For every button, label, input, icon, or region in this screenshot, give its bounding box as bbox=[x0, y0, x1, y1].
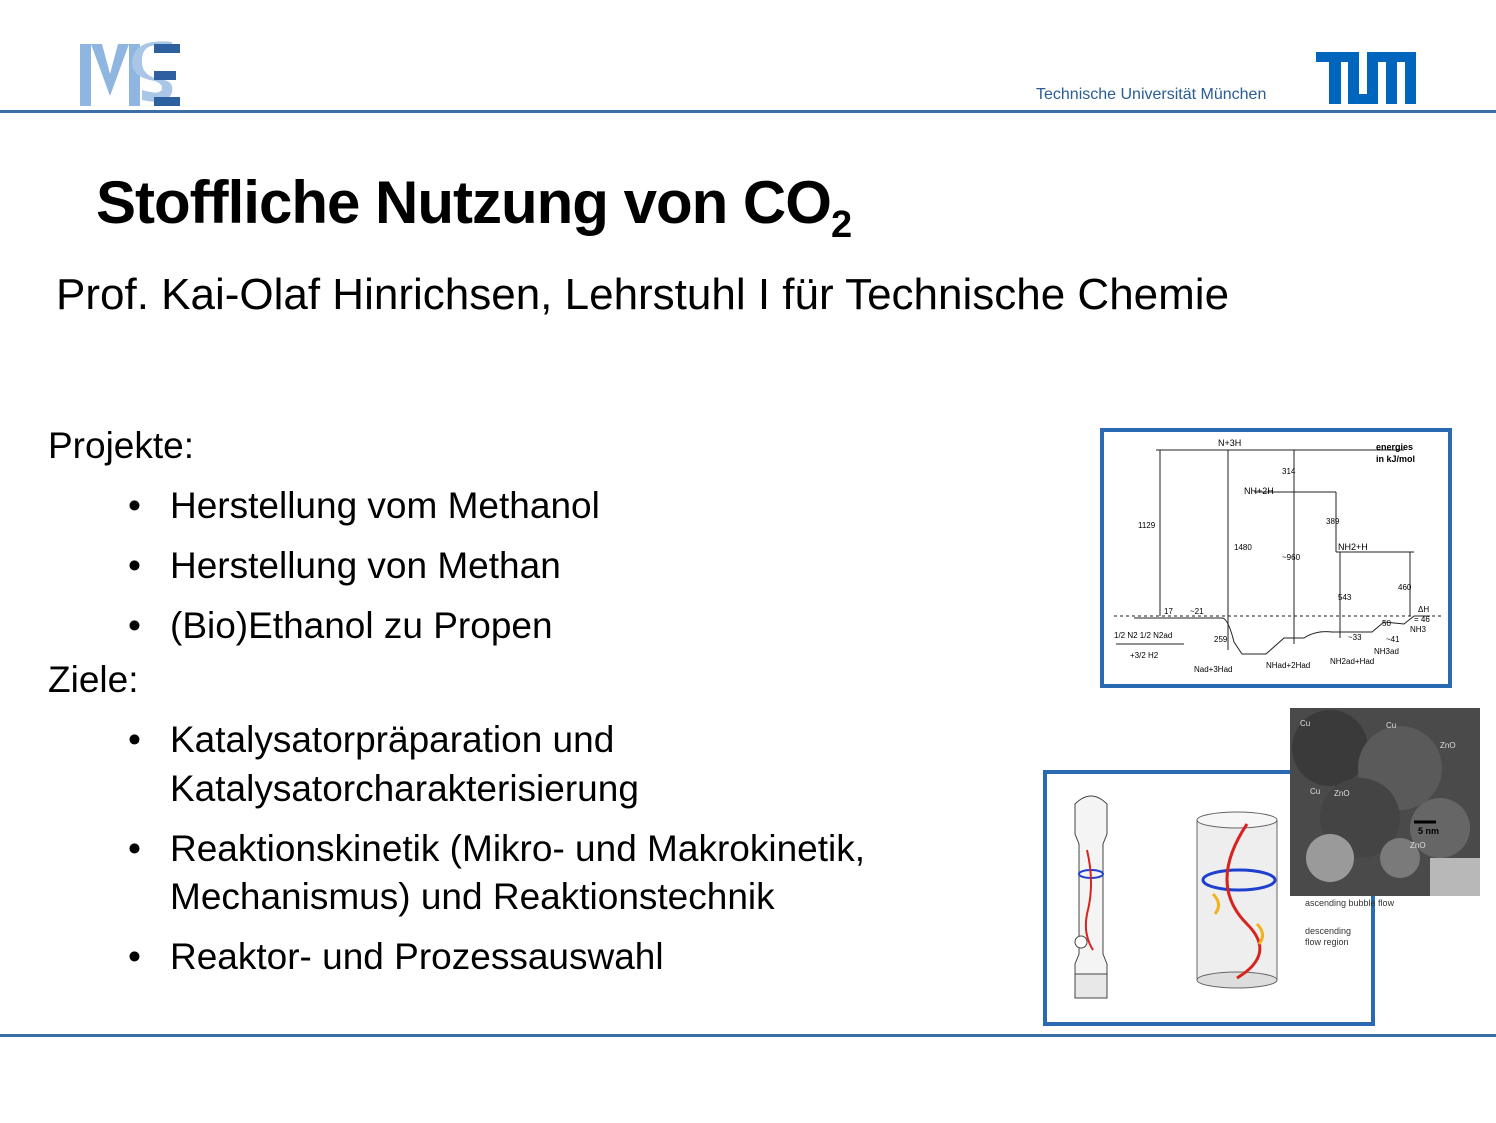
svg-text:Cu: Cu bbox=[1386, 721, 1397, 730]
list-item: • Reaktionskinetik (Mikro- und Makrokinetik, Mechanismus) und Reaktionstechnik bbox=[48, 825, 1020, 921]
energy-diagram bbox=[1104, 432, 1448, 684]
micrograph-scale-bar: 5 nm bbox=[1418, 826, 1440, 836]
energy-top-label: N+3H bbox=[1218, 438, 1242, 448]
bullet-icon: • bbox=[128, 485, 141, 527]
page-title: Stoffliche Nutzung von $CO_2$ bbox=[96, 169, 852, 246]
university-name: Technische Universität München bbox=[1036, 86, 1267, 103]
energy-diagram-figure bbox=[1100, 428, 1452, 688]
svg-text:~41: ~41 bbox=[1386, 635, 1400, 644]
tum-logo bbox=[1316, 52, 1416, 104]
svg-text:NH3: NH3 bbox=[1410, 625, 1427, 634]
svg-text:= 46: = 46 bbox=[1414, 615, 1430, 624]
goals-list bbox=[48, 716, 1020, 980]
svg-text:NH+2H: NH+2H bbox=[1244, 486, 1274, 496]
svg-text:543: 543 bbox=[1338, 593, 1352, 602]
bullet-icon: • bbox=[128, 605, 141, 647]
bullet-icon: • bbox=[128, 719, 141, 761]
reactor-label-descending-2: flow region bbox=[1305, 937, 1349, 947]
svg-text:460: 460 bbox=[1398, 583, 1412, 592]
svg-text:NH2+H: NH2+H bbox=[1338, 542, 1368, 552]
list-item: • (Bio)Ethanol zu Propen bbox=[48, 602, 1020, 650]
energy-legend-1: energies bbox=[1376, 442, 1414, 452]
reactor-label-ascending: ascending bubble flow bbox=[1305, 898, 1395, 908]
svg-text:Cu: Cu bbox=[1300, 719, 1311, 728]
svg-text:NH3ad: NH3ad bbox=[1374, 647, 1399, 656]
svg-text:50: 50 bbox=[1382, 619, 1391, 628]
energy-legend-2: in kJ/mol bbox=[1376, 454, 1416, 464]
section-heading-goals: Ziele: bbox=[48, 659, 139, 701]
footer-rule bbox=[0, 1034, 1496, 1037]
svg-text:ZnO: ZnO bbox=[1334, 789, 1350, 798]
svg-text:314: 314 bbox=[1282, 467, 1296, 476]
svg-text:NH2ad+Had: NH2ad+Had bbox=[1330, 657, 1375, 666]
svg-text:~21: ~21 bbox=[1190, 607, 1204, 616]
svg-text:~33: ~33 bbox=[1348, 633, 1362, 642]
section-heading-projects: Projekte: bbox=[48, 425, 195, 466]
svg-text:259: 259 bbox=[1214, 635, 1228, 644]
tem-micrograph bbox=[1290, 708, 1480, 896]
svg-text:17: 17 bbox=[1164, 607, 1173, 616]
svg-text:ZnO: ZnO bbox=[1410, 841, 1426, 850]
bullet-icon: • bbox=[128, 827, 141, 869]
list-item: • Herstellung vom Methanol bbox=[48, 482, 1020, 530]
bullet-icon: • bbox=[128, 545, 141, 587]
reactor-label-descending-1: descending bbox=[1305, 926, 1352, 936]
list-item: • Katalysatorpräparation und Katalysatorcharakterisierung bbox=[48, 716, 730, 812]
svg-text:~960: ~960 bbox=[1282, 553, 1301, 562]
svg-text:1480: 1480 bbox=[1234, 543, 1252, 552]
svg-text:Cu: Cu bbox=[1310, 787, 1321, 796]
header-rule bbox=[0, 110, 1496, 113]
content-body bbox=[48, 422, 1020, 981]
svg-text:1129: 1129 bbox=[1138, 521, 1156, 530]
svg-text:1/2 N2 1/2 N2ad: 1/2 N2 1/2 N2ad bbox=[1114, 631, 1173, 640]
page-subtitle: Prof. Kai-Olaf Hinrichsen, Lehrstuhl I für Technische Chemie bbox=[56, 270, 1230, 319]
svg-text:ZnO: ZnO bbox=[1440, 741, 1456, 750]
list-item: • Herstellung von Methan bbox=[48, 542, 1020, 590]
svg-text:+3/2 H2: +3/2 H2 bbox=[1130, 651, 1159, 660]
svg-text:NHad+2Had: NHad+2Had bbox=[1266, 661, 1311, 670]
svg-text:389: 389 bbox=[1326, 517, 1340, 526]
mse-logo bbox=[80, 44, 180, 106]
list-item: • Reaktor- und Prozessauswahl bbox=[48, 933, 1020, 981]
svg-text:ΔH: ΔH bbox=[1418, 605, 1430, 614]
projects-list bbox=[48, 482, 1020, 650]
svg-text:Nad+3Had: Nad+3Had bbox=[1194, 665, 1233, 674]
bullet-icon: • bbox=[128, 935, 141, 977]
micrograph-image bbox=[1290, 708, 1480, 896]
